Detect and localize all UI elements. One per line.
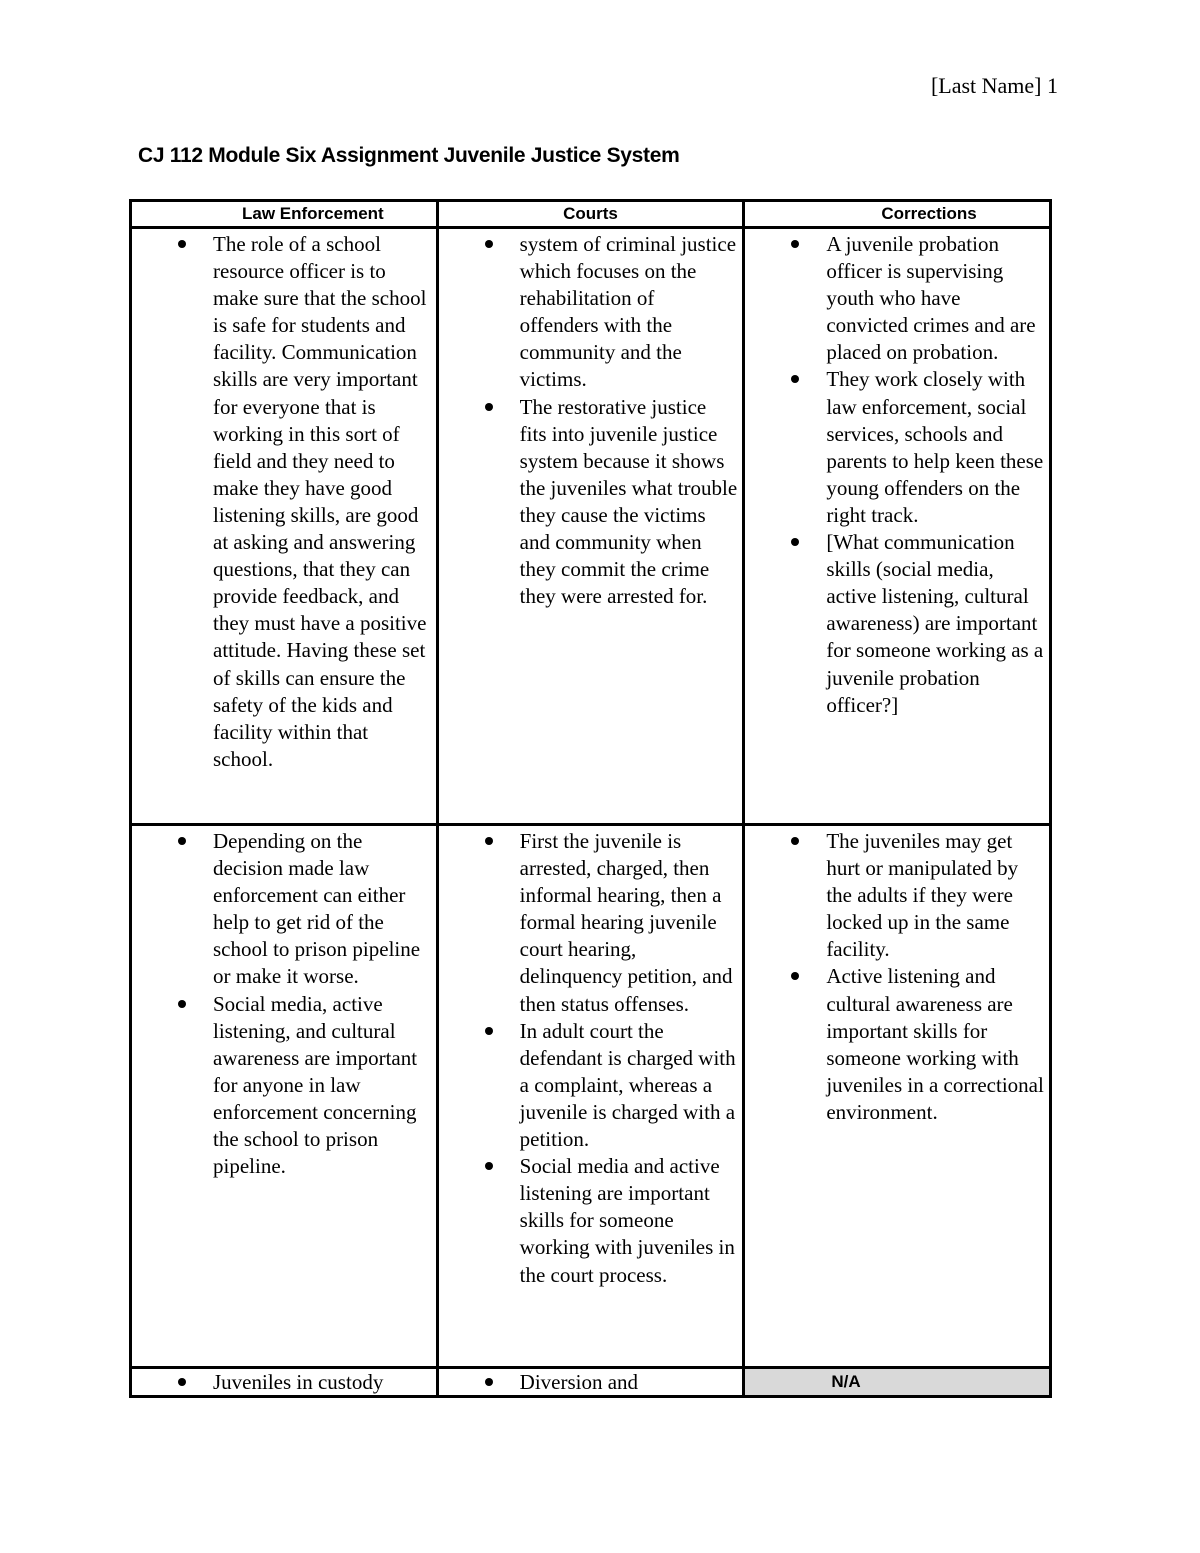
list-item: [What communication skills (social media, active listening, cultural awareness) are important for someone working as a juvenile probation officer?] [826,529,1045,719]
list-item: Depending on the decision made law enforcement can either help to get rid of the school to prison pipeline or make it worse. [213,828,432,991]
document-title: CJ 112 Module Six Assignment Juvenile Justice System [138,144,680,167]
cell-courts [437,228,744,825]
list-item: The juveniles may get hurt or manipulated by the adults if they were locked up in the same facility. [826,828,1045,963]
cell-corrections-na: N/A [744,1368,1051,1397]
list-item: Active listening and cultural awareness are important skills for someone working with juveniles in a correctional environment. [826,963,1045,1126]
bullet-list [132,229,436,773]
bullet-list [439,1369,743,1395]
list-item: The restorative justice fits into juvenile justice system because it shows the juveniles what trouble they cause the victims and community when they commit the crime they were arrested for. [520,394,739,611]
list-item: The role of a school resource officer is to make sure that the school is safe for students and facility. Communication skills are very important for everyone that is working in this sort of field and they need to make they have good listening skills, are good at asking and answering questions, that they can provide feedback, and they must have a positive attitude. Having these set of skills can ensure the safety of the kids and facility within that school. [213,231,432,773]
list-item: Social media and active listening are important skills for someone working with juveniles in the court process. [520,1153,739,1288]
running-head: [Last Name] 1 [930,73,1058,98]
list-item: A juvenile probation officer is supervising youth who have convicted crimes and are placed on probation. [826,231,1045,366]
list-item: In adult court the defendant is charged with a complaint, whereas a juvenile is charged with a petition. [520,1018,739,1153]
cell-corrections [744,228,1051,825]
list-item: First the juvenile is arrested, charged, then informal hearing, then a formal hearing juvenile court hearing, delinquency petition, and then status offenses. [520,828,739,1018]
cell-courts [437,825,744,1368]
table-row [131,825,1051,1368]
bullet-list [439,229,743,610]
cell-courts [437,1368,744,1397]
list-item: They work closely with law enforcement, social services, schools and parents to help keen these young offenders on the right track. [826,366,1045,529]
bullet-list [745,229,1049,719]
list-item: system of criminal justice which focuses on the rehabilitation of offenders with the community and the victims. [520,231,739,394]
bullet-list [745,826,1049,1126]
column-header-law-enforcement: Law Enforcement [131,201,438,228]
list-item: Diversion and [520,1369,739,1395]
list-item: Social media, active listening, and cultural awareness are important for anyone in law enforcement concerning the school to prison pipeline. [213,991,432,1181]
table-header-row [131,201,1051,228]
table-row [131,1368,1051,1397]
column-header-courts: Courts [437,201,744,228]
column-header-corrections: Corrections [744,201,1051,228]
bullet-list [439,826,743,1289]
list-item: Juveniles in custody [213,1369,432,1395]
cell-law-enforcement [131,228,438,825]
bullet-list [132,826,436,1180]
cell-law-enforcement [131,825,438,1368]
cell-corrections [744,825,1051,1368]
juvenile-justice-table [129,199,1052,1398]
bullet-list [132,1369,436,1395]
table-row [131,228,1051,825]
cell-law-enforcement [131,1368,438,1397]
